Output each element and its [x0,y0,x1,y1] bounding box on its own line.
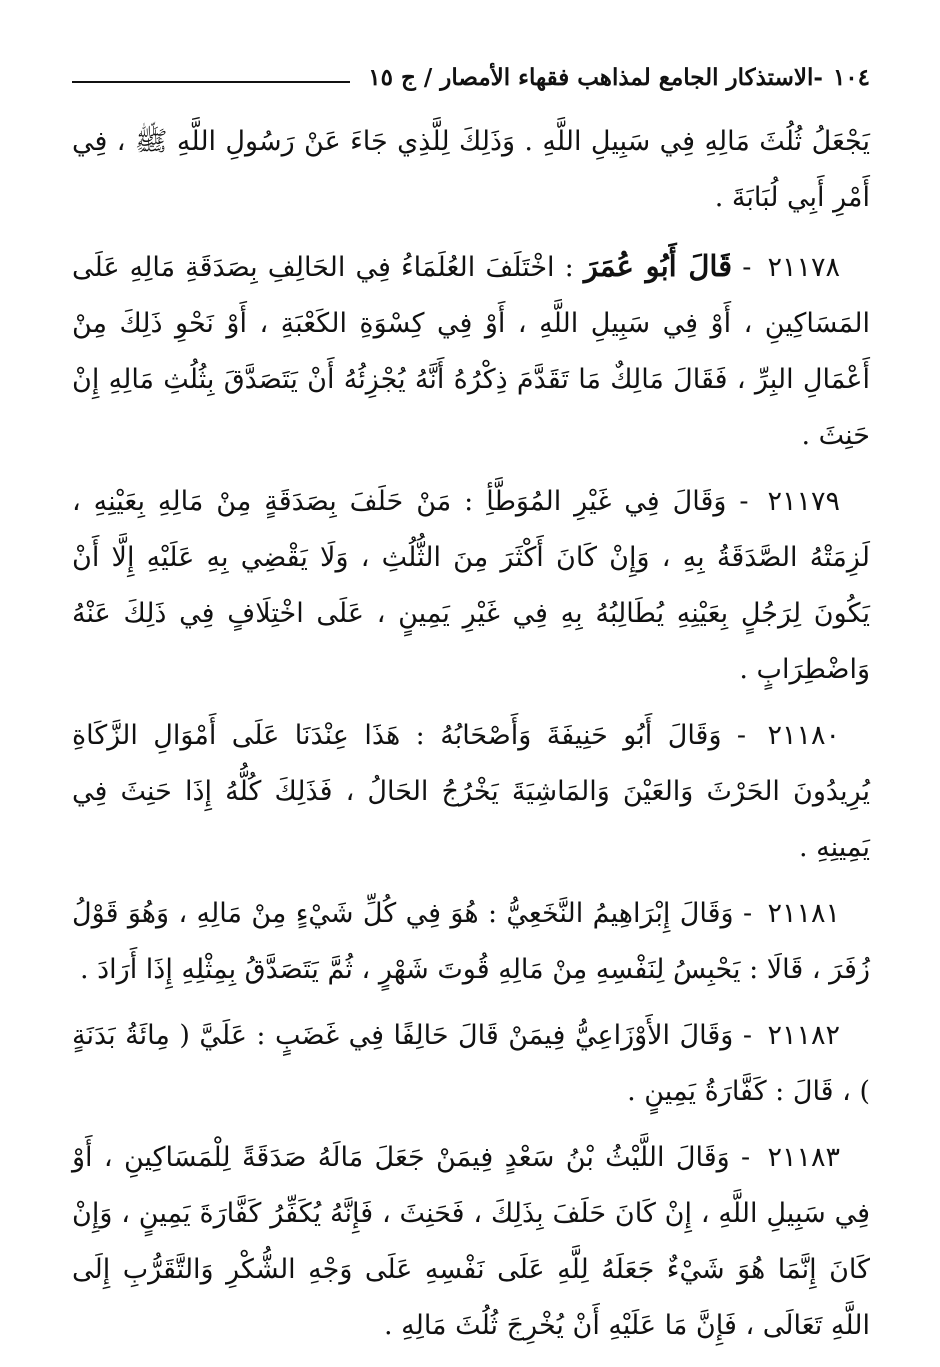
paragraph-text: وَقَالَ أَبُو حَنِيفَةَ وَأَصْحَابُهُ : هَذَا عِنْدَنَا عَلَى أَمْوَالِ الزَّكَاةِ يُرِيدُونَ الحَرْثَ وَالعَيْنَ وَالمَاشِيَةَ يَخْرُجُ الحَالُ ، فَذَلِكَ كُلُّهُ إِذَا حَنِثَ فِي يَمِينِهِ . [72,720,870,863]
paragraph-21179 [72,474,870,698]
paragraph-number: ٢١١٨٠ [767,720,841,751]
running-header [72,60,870,94]
paragraph-text: وَقَالَ اللَّيْثُ بْنُ سَعْدٍ فِيمَنْ جَعَلَ مَالَهُ صَدَقَةً لِلْمَسَاكِينِ ، أَوْ فِي سَبِيلِ اللَّهِ ، إِنْ كَانَ حَلَفَ بِذَلِكَ ، فَحَنِثَ ، فَإِنَّهُ يُكَفِّرُ كَفَّارَةَ يَمِينٍ ، وَإِنْ كَانَ إِنَّمَا هُوَ شَيْءٌ جَعَلَهُ لِلَّهِ عَلَى نَفْسِهِ عَلَى وَجْهِ الشُّكْرِ وَالتَّقَرُّبِ إِلَى اللَّهِ تَعَالَى ، فَإِنَّ مَا عَلَيْهِ أَنْ يُخْرِجَ ثُلُثَ مَالِهِ . [72,1142,870,1341]
paragraph-dash: - [733,1020,762,1051]
paragraph-21181 [72,886,870,998]
header-rule [72,81,350,83]
speaker-name: قَالَ أَبُو عُمَرَ [583,249,733,283]
paragraph-21183 [72,1130,870,1354]
paragraph-dash: - [729,1142,762,1173]
page-body [72,114,870,1354]
paragraph-21182 [72,1008,870,1120]
paragraph-number: ٢١١٧٨ [767,252,840,283]
paragraph-dash: - [726,486,762,517]
header-separator: - [813,63,823,91]
paragraph-text: : اخْتَلَفَ العُلَمَاءُ فِي الحَالِفِ بِصَدَقَةِ مَالِهِ عَلَى المَسَاكِينِ ، أَوْ فِي سَبِيلِ اللَّهِ ، أَوْ فِي كِسْوَةِ الكَعْبَةِ ، أَوْ نَحْوِ ذَلِكَ مِنْ أَعْمَالِ البِرِّ ، فَقَالَ مَالِكٌ مَا تَقَدَّمَ ذِكْرُهُ أَنَّهُ يُجْزِئُهُ أَنْ يَتَصَدَّقَ بِثُلُثِ مَالِهِ إِنْ حَنِثَ . [72,252,870,451]
paragraph-continuation [72,114,870,226]
paragraph-dash: - [732,252,762,283]
paragraph-number: ٢١١٨٢ [767,1020,840,1051]
paragraph-text: وَقَالَ فِي غَيْرِ المُوَطَّأِ : مَنْ حَلَفَ بِصَدَقَةٍ مِنْ مَالِهِ بِعَيْنِهِ ، لَزِمَتْهُ الصَّدَقَةُ بِهِ ، وَإِنْ كَانَ أَكْثَرَ مِنَ الثُّلُثِ ، وَلَا يَقْضِي بِهِ عَلَيْهِ إِلَّا أَنْ يَكُونَ لِرَجُلٍ بِعَيْنِهِ يُطَالِبُهُ بِهِ فِي غَيْرِ يَمِينٍ ، عَلَى اخْتِلَافٍ فِي ذَلِكَ عَنْهُ وَاضْطِرَابٍ . [72,486,870,685]
paragraph-number: ٢١١٨٣ [767,1142,840,1173]
paragraph-21178 [72,238,870,464]
paragraph-dash: - [733,898,762,929]
paragraph-text: يَجْعَلُ ثُلُثَ مَالِهِ فِي سَبِيلِ اللَّهِ . وَذَلِكَ لِلَّذِي جَاءَ عَنْ رَسُولِ اللَّهِ ﷺ ، فِي أَمْرِ أَبِي لُبَابَةَ . [72,126,870,213]
paragraph-text: وَقَالَ الأَوْزَاعِيُّ فِيمَنْ قَالَ حَالِفًا فِي غَضَبٍ : عَلَيَّ ( مِائَةُ بَدَنَةٍ ) ، قَالَ : كَفَّارَةُ يَمِينٍ . [72,1020,870,1107]
paragraph-number: ٢١١٨١ [767,898,840,929]
paragraph-number: ٢١١٧٩ [767,486,840,517]
paragraph-21180 [72,708,870,876]
book-title: الاستذكار الجامع لمذاهب فقهاء الأمصار / ج ١٥ [368,63,814,91]
paragraph-text: وَقَالَ إِبْرَاهِيمُ النَّخَعِيُّ : هُوَ فِي كُلِّ شَيْءٍ مِنْ مَالِهِ ، وَهُوَ قَوْلُ زُفَرَ ، قَالَا : يَحْبِسُ لِنَفْسِهِ مِنْ مَالِهِ قُوتَ شَهْرٍ ، ثُمَّ يَتَصَدَّقُ بِمِثْلِهِ إِذَا أَرَادَ . [72,898,870,985]
paragraph-dash: - [721,720,762,751]
page-number: ١٠٤ [832,63,870,91]
